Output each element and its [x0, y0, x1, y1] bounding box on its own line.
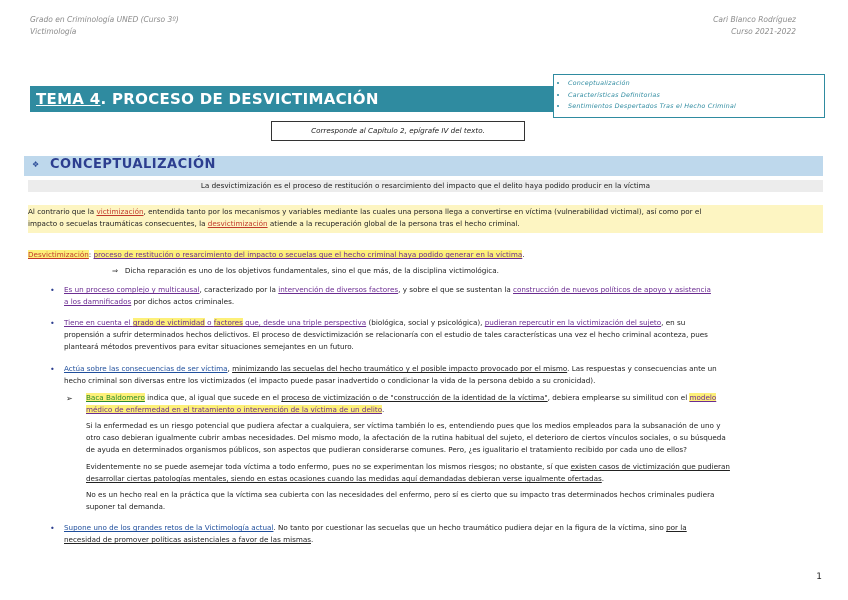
page-title	[36, 90, 379, 108]
text: .	[381, 405, 385, 414]
text: Supone uno de los grandes retos de la Victimología actual	[64, 523, 274, 532]
desv-definition	[28, 249, 525, 261]
toc-item[interactable]: • Sentimientos Despertados Tras el Hecho Criminal	[568, 101, 824, 113]
arrow-line	[112, 265, 499, 277]
header-year: Curso 2021-2022	[731, 27, 796, 36]
text: de ayuda en determinados organismos públicos, son aspectos que pudieran considerarse comunes. Pero, ¿es igualitario el tratamiento recibido por cada uno de ellos?	[86, 445, 687, 454]
text: Si la enfermedad es un riesgo potencial que pudiera afectar a cualquiera, ser víctima también lo es, entendiendo pues que los medios empleados para la subsanación de uno y	[86, 421, 721, 430]
desv-term: Desvictimización	[28, 250, 89, 259]
text: o	[204, 318, 214, 327]
bullet-icon: •	[50, 365, 55, 374]
text: grado de victimidad	[132, 318, 205, 327]
toc-item[interactable]: • Conceptualización	[568, 78, 824, 90]
text: Tiene en cuenta el	[64, 318, 133, 327]
text: , caracterizado por la	[199, 285, 279, 294]
text: que, desde una triple perspectiva	[242, 318, 367, 327]
text: , en su	[661, 318, 686, 327]
text: Al contrario que la	[28, 207, 97, 216]
arrowhead-icon: ➢	[66, 394, 73, 403]
text: otro caso debieran igualmente cubrir ambas necesidades. Del mismo modo, la afectación de la rutina habitual del sujeto, el deterioro de ciertos vínculos sociales, o su búsqueda	[86, 433, 726, 442]
bullet-1	[64, 284, 824, 308]
text: pudieran repercutir en la victimización del sujeto	[484, 318, 662, 327]
text: .	[311, 535, 314, 544]
desv-def: proceso de restitución o resarcimiento del impacto o secuelas que el hecho criminal haya podido generar en la víctima	[93, 250, 523, 259]
title-rest: . PROCESO DE DESVICTIMACIÓN	[100, 90, 379, 108]
sub-paragraph-3	[86, 489, 824, 513]
text: indica que, al igual que sucede en el	[144, 393, 282, 402]
text: propensión a sufrir determinados hechos delictivos. El proceso de desvictimización se relacionaría con el estudio de tales características una vez el hecho criminal aconteza, pues	[64, 330, 708, 339]
header-subject: Victimología	[30, 27, 77, 36]
text: construcción de nuevos políticos de apoyo y asistencia	[513, 285, 711, 294]
text: minimizando las secuelas del hecho traumático y el posible impacto provocado por el mismo	[232, 364, 568, 373]
text: :	[88, 250, 94, 259]
text: a los damnificados	[64, 297, 132, 306]
text: intervención de diversos factores	[278, 285, 399, 294]
text: proceso de victimización o de "construcción de la identidad de la víctima"	[281, 393, 548, 402]
header-right	[713, 14, 796, 38]
text: médico de enfermedad en el tratamiento o intervención de la víctima de un delito	[86, 405, 382, 414]
text: . Las respuestas y consecuencias ante un	[567, 364, 717, 373]
text: por la	[666, 523, 687, 532]
header-left	[30, 14, 179, 38]
bullet-icon: •	[50, 524, 55, 533]
term-desvictimizacion: desvictimización	[207, 219, 268, 228]
text: , entendida tanto por los mecanismos y variables mediante las cuales una persona llega a convertirse en víctima (vulnerabilidad victimal), así como por el	[143, 207, 702, 216]
text: , debiera emplearse su similitud con el	[547, 393, 690, 402]
text: ,	[227, 364, 233, 373]
text: (biológica, social y psicológica),	[366, 318, 485, 327]
text: por dichos actos criminales.	[131, 297, 235, 306]
text: . No tanto por cuestionar las secuelas que un hecho traumático pudiera dejar en la figura de la víctima, sino	[273, 523, 667, 532]
text: desarrollar ciertas patologías mentales, siendo en estas ocasiones cuando las medidas aquí demandadas debieran verse igualmente ofertadas	[86, 474, 602, 483]
header-course: Grado en Criminología UNED (Curso 3º)	[30, 15, 179, 24]
text: , y sobre el que se sustentan la	[398, 285, 514, 294]
section-title: CONCEPTUALIZACIÓN	[50, 157, 216, 172]
section-header	[24, 156, 823, 176]
diamond-icon: ❖	[32, 160, 40, 169]
term-victimizacion: victimización	[96, 207, 144, 216]
toc-item[interactable]: • Características Definitorias	[568, 90, 824, 102]
text: necesidad de promover políticas asistenciales a favor de las mismas	[64, 535, 311, 544]
bullet-icon: •	[50, 286, 55, 295]
reference-box: Corresponde al Capítulo 2, epígrafe IV del texto.	[271, 121, 525, 141]
text: Actúa sobre las consecuencias de ser víctima	[64, 364, 228, 373]
text: factores	[213, 318, 243, 327]
definition-box: La desvictimización es el proceso de restitución o resarcimiento del impacto que el delito haya podido producir en la víctima	[28, 180, 823, 192]
header-author: Cari Blanco Rodríguez	[713, 15, 796, 24]
text: .	[601, 474, 605, 483]
text: .	[522, 250, 525, 259]
text: planteará métodos preventivos para evitar situaciones semejantes en un futuro.	[64, 342, 354, 351]
text: impacto o secuelas traumáticas consecuentes, la	[28, 219, 208, 228]
arrow-icon: ⇒	[112, 266, 119, 275]
text: hecho criminal son diversas entre los victimizados (el impacto puede pasar inadvertido o condicionar la vida de la persona debido a su cronicidad).	[64, 376, 596, 385]
text: No es un hecho real en la práctica que la víctima sea cubierta con las necesidades del enfermo, pero sí es cierto que su impacto tras determinados hechos criminales pudiera	[86, 490, 715, 499]
text: Es un proceso complejo y multicausal	[64, 285, 200, 294]
text: Evidentemente no se puede asemejar toda víctima a todo enfermo, pues no se experimentan los mismos riesgos; no obstante, sí que	[86, 462, 571, 471]
sub-bullet	[86, 392, 824, 416]
bullet-3	[64, 363, 824, 387]
page-number: 1	[816, 572, 822, 582]
author-name: Baca Baldomero	[86, 393, 145, 402]
sub-paragraph-2	[86, 461, 824, 485]
text: existen casos de victimización que pudieran	[570, 462, 730, 471]
intro-line-2	[28, 218, 823, 230]
text: suponer tal demanda.	[86, 502, 166, 511]
intro-paragraph	[28, 205, 823, 233]
text: atiende a la recuperación global de la persona tras el hecho criminal.	[267, 219, 520, 228]
bullet-icon: •	[50, 319, 55, 328]
title-prefix: TEMA 4	[36, 90, 101, 108]
text: modelo	[689, 393, 717, 402]
intro-line-1	[28, 206, 823, 218]
sub-paragraph-1	[86, 420, 824, 456]
bullet-4	[64, 522, 824, 546]
text: Dicha reparación es uno de los objetivos fundamentales, sino el que más, de la disciplina victimológica.	[124, 266, 499, 275]
bullet-2	[64, 317, 824, 353]
toc-box	[553, 74, 825, 118]
